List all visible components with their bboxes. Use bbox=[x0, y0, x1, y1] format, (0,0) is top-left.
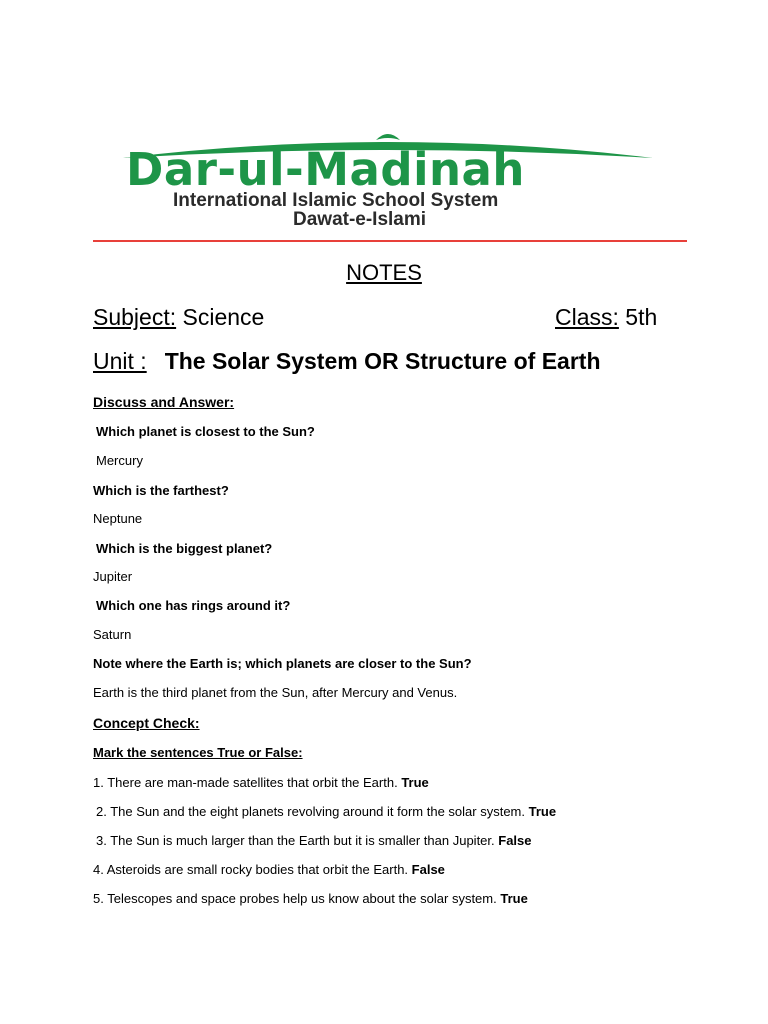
tf-item-3 bbox=[96, 833, 532, 848]
question-3: Which is the biggest planet? bbox=[96, 541, 273, 556]
question-5: Note where the Earth is; which planets are closer to the Sun? bbox=[93, 656, 472, 671]
discuss-heading: Discuss and Answer: bbox=[93, 394, 235, 410]
logo-subtitle: International Islamic School System bbox=[173, 190, 499, 211]
question-4: Which one has rings around it? bbox=[96, 598, 291, 613]
class-label: Class: bbox=[555, 304, 619, 330]
answer-3: Jupiter bbox=[93, 569, 133, 584]
unit-label: Unit : bbox=[93, 348, 147, 374]
header-divider bbox=[93, 240, 687, 242]
answer-5: Earth is the third planet from the Sun, after Mercury and Venus. bbox=[93, 685, 458, 700]
tf-item-5 bbox=[93, 891, 528, 906]
answer-1: Mercury bbox=[96, 453, 143, 468]
tf-answer: False bbox=[411, 862, 445, 877]
tf-answer: False bbox=[498, 833, 532, 848]
unit-title: The Solar System OR Structure of Earth bbox=[164, 348, 601, 374]
answer-2: Neptune bbox=[93, 511, 143, 526]
tf-item-1 bbox=[93, 775, 429, 790]
subject-row bbox=[93, 304, 668, 331]
unit-row bbox=[93, 348, 601, 375]
concept-heading: Concept Check: bbox=[93, 715, 200, 731]
subject-value: Science bbox=[182, 304, 265, 330]
tf-statement: 2. The Sun and the eight planets revolving around it form the solar system. bbox=[96, 804, 525, 819]
school-logo bbox=[118, 128, 663, 228]
logo-title: Dar-ul-Madinah bbox=[126, 143, 525, 196]
tf-statement: 1. There are man-made satellites that orbit the Earth. bbox=[93, 775, 398, 790]
question-1: Which planet is closest to the Sun? bbox=[96, 424, 315, 439]
tf-item-2 bbox=[96, 804, 556, 819]
tf-statement: 4. Asteroids are small rocky bodies that orbit the Earth. bbox=[93, 862, 409, 877]
logo-subtitle-2: Dawat-e-Islami bbox=[293, 209, 427, 230]
subject-label: Subject: bbox=[93, 304, 177, 330]
question-2: Which is the farthest? bbox=[93, 483, 229, 498]
concept-subheading: Mark the sentences True or False: bbox=[93, 745, 303, 760]
tf-answer: True bbox=[528, 804, 557, 819]
answer-4: Saturn bbox=[93, 627, 132, 642]
notes-title: NOTES bbox=[346, 260, 422, 285]
tf-answer: True bbox=[500, 891, 528, 906]
tf-statement: 5. Telescopes and space probes help us know about the solar system. bbox=[93, 891, 497, 906]
class-info bbox=[555, 304, 657, 331]
tf-statement: 3. The Sun is much larger than the Earth but it is smaller than Jupiter. bbox=[96, 833, 495, 848]
tf-item-4 bbox=[93, 862, 445, 877]
class-value: 5th bbox=[625, 304, 658, 330]
tf-answer: True bbox=[401, 775, 429, 790]
